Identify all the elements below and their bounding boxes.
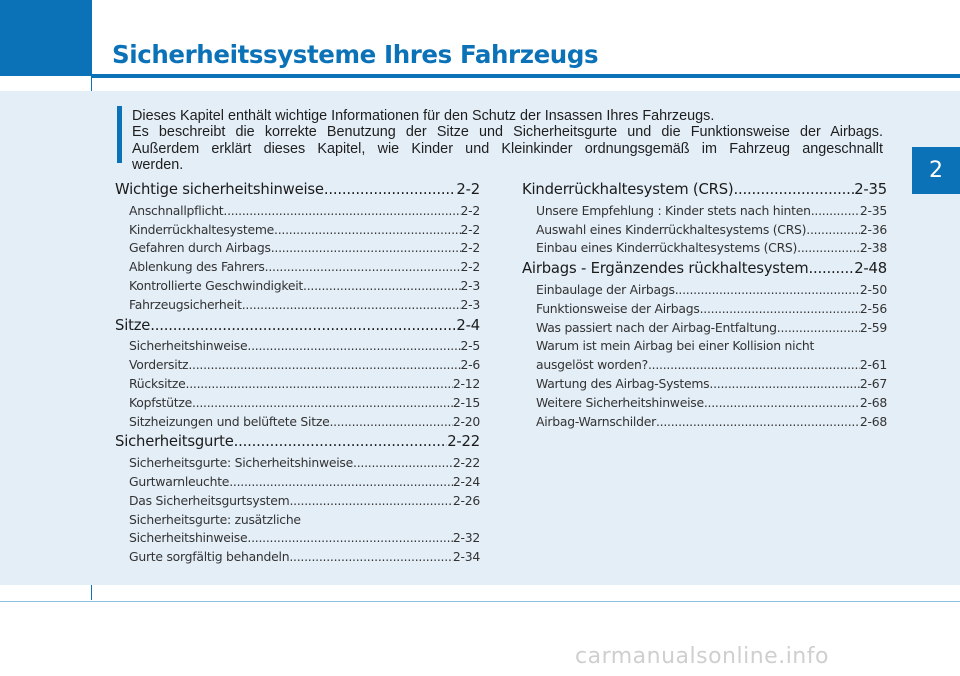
toc-leader-dots — [303, 277, 460, 296]
toc-page-number: 2-22 — [452, 455, 480, 471]
toc-item[interactable] — [115, 473, 480, 492]
toc-item-label: Rücksitze — [129, 375, 186, 391]
toc-leader-dots — [656, 413, 860, 432]
toc-item[interactable] — [115, 356, 480, 375]
toc-item-label: Airbag-Warnschilder — [536, 413, 656, 429]
toc-item-label: Wartung des Airbag-Systems — [536, 375, 710, 391]
intro-line: werden. — [132, 156, 184, 173]
toc-item-label: Gurtwarnleuchte — [129, 473, 230, 489]
title-underline — [91, 74, 960, 78]
toc-item-label: Gefahren durch Airbags — [129, 240, 271, 256]
toc-item[interactable] — [115, 375, 480, 394]
toc-leader-dots — [289, 548, 453, 567]
toc-item-label: Sicherheitsgurte: Sicherheitshinweise — [129, 455, 353, 471]
toc-item[interactable] — [115, 296, 480, 315]
toc-leader-dots — [229, 473, 453, 492]
toc-section-label: Sitze — [115, 316, 151, 334]
toc-leader-dots — [186, 375, 453, 394]
watermark-text: carmanualsonline.info — [575, 644, 829, 669]
toc-item[interactable] — [522, 319, 887, 338]
toc-page-number: 2-50 — [859, 281, 887, 297]
toc-section-label: Sicherheitsgurte — [115, 433, 234, 451]
toc-page-number: 2-20 — [452, 413, 480, 429]
toc-item-label: Kinderrückhaltesysteme — [129, 221, 275, 237]
corner-block — [0, 0, 91, 76]
toc-page-number: 2-68 — [859, 413, 887, 429]
toc-item[interactable] — [522, 300, 887, 319]
toc-page-number: 2-26 — [452, 492, 480, 508]
toc-item-label: Das Sicherheitsgurtsystem — [129, 492, 290, 508]
toc-section-wichtige-sicherheitshinweise[interactable] — [115, 179, 480, 202]
toc-page-number: 2-38 — [859, 240, 887, 256]
toc-page-number: 2-35 — [859, 202, 887, 218]
toc-leader-dots — [811, 202, 860, 221]
toc-section-label: Kinderrückhaltesystem (CRS) — [522, 181, 734, 198]
toc-page-number: 2-24 — [452, 473, 480, 489]
toc-leader-dots — [700, 300, 860, 319]
toc-leader-dots — [704, 394, 860, 413]
toc-item[interactable] — [115, 277, 480, 296]
toc-item-label-line1[interactable]: Warum ist mein Airbag bei einer Kollision nicht — [536, 338, 815, 354]
toc-item[interactable] — [522, 239, 887, 258]
toc-item[interactable] — [115, 454, 480, 473]
toc-item[interactable] — [115, 548, 480, 567]
toc-item-label: Was passiert nach der Airbag-Entfaltung — [536, 319, 777, 335]
toc-page-number: 2-2 — [456, 181, 480, 198]
toc-item-label: Weitere Sicherheitshinweise — [536, 394, 704, 410]
toc-item-label: Kopfstütze — [129, 394, 192, 410]
toc-item-label: Sicherheitshinweise — [129, 338, 248, 354]
toc-item-label: Auswahl eines Kinderrückhaltesystems (CRS) — [536, 221, 807, 237]
toc-item[interactable] — [522, 375, 887, 394]
toc-page-number: 2-12 — [452, 375, 480, 391]
toc-item-label: Unsere Empfehlung : Kinder stets nach hinten — [536, 202, 811, 218]
toc-page-number: 2-35 — [854, 181, 887, 198]
toc-item[interactable] — [115, 529, 480, 548]
toc-leader-dots — [234, 431, 448, 454]
toc-section-label: Wichtige sicherheitshinweise — [115, 181, 324, 198]
toc-item-label: Funktionsweise der Airbags — [536, 300, 700, 316]
toc-item-label: Einbaulage der Airbags — [536, 281, 675, 297]
toc-section-kinderrueckhaltesystem[interactable] — [522, 179, 887, 202]
toc-leader-dots — [734, 179, 855, 202]
toc-page-number: 2-15 — [452, 394, 480, 410]
toc-item[interactable] — [522, 221, 887, 240]
toc-page-number: 2-22 — [447, 433, 480, 451]
toc-page-number: 2-36 — [859, 221, 887, 237]
toc-leader-dots — [271, 239, 461, 258]
toc-item[interactable] — [115, 202, 480, 221]
bottom-rule — [0, 601, 960, 602]
intro-line: Außerdem erklärt dieses Kapitel, wie Kinder und Kleinkinder ordnungsgemäß im Fahrzeug angeschnallt — [132, 140, 883, 157]
toc-page-number: 2-3 — [460, 296, 480, 312]
intro-line: Dieses Kapitel enthält wichtige Informationen für den Schutz der Insassen Ihres Fahrzeugs. — [132, 108, 715, 124]
toc-leader-dots — [192, 394, 453, 413]
toc-leader-dots — [242, 296, 461, 315]
toc-item-label: Ablenkung des Fahrers — [129, 259, 265, 275]
toc-leader-dots — [289, 492, 452, 511]
toc-leader-dots — [247, 337, 460, 356]
toc-item[interactable] — [115, 492, 480, 511]
toc-item-label: Fahrzeugsicherheit — [129, 296, 242, 312]
chapter-tab[interactable]: 2 — [912, 147, 960, 194]
toc-page-number: 2-61 — [859, 357, 887, 373]
toc-section-sitze[interactable] — [115, 315, 480, 338]
toc-item[interactable] — [522, 413, 887, 432]
toc-page-number: 2-5 — [460, 338, 480, 354]
toc-section-airbags[interactable] — [522, 258, 887, 281]
toc-item-label: Anschnallpflicht — [129, 202, 224, 218]
toc-leader-dots — [265, 258, 461, 277]
toc-item[interactable] — [115, 221, 480, 240]
toc-left-column — [115, 179, 480, 567]
toc-leader-dots — [806, 221, 860, 240]
toc-item[interactable] — [115, 337, 480, 356]
toc-page-number: 2-68 — [859, 394, 887, 410]
toc-item[interactable] — [115, 258, 480, 277]
toc-page-number: 2-6 — [460, 357, 480, 373]
toc-page-number: 2-48 — [854, 260, 887, 278]
toc-leader-dots — [353, 454, 453, 473]
toc-page-number: 2-2 — [460, 259, 480, 275]
toc-item[interactable] — [522, 202, 887, 221]
toc-item[interactable] — [522, 394, 887, 413]
toc-item-label: Kontrollierte Geschwindigkeit — [129, 277, 304, 293]
toc-leader-dots — [809, 258, 855, 281]
toc-item-label: Vordersitz — [129, 357, 189, 373]
intro-accent-bar — [117, 106, 122, 163]
toc-item-label: ausgelöst worden? — [536, 357, 648, 373]
toc-leader-dots — [247, 529, 452, 548]
toc-item[interactable] — [115, 394, 480, 413]
toc-item-label: Einbau eines Kinderrückhaltesystems (CRS) — [536, 240, 798, 256]
toc-item-label: Sitzheizungen und belüftete Sitze — [129, 413, 330, 429]
toc-page-number: 2-4 — [456, 316, 480, 334]
toc-page-number: 2-2 — [460, 240, 480, 256]
toc-item-label: Sicherheitshinweise — [129, 530, 248, 546]
toc-leader-dots — [797, 239, 860, 258]
toc-page-number: 2-56 — [859, 300, 887, 316]
toc-leader-dots — [329, 413, 452, 432]
toc-section-label: Airbags - Ergänzendes rückhaltesystem — [522, 260, 809, 278]
toc-leader-dots — [223, 202, 460, 221]
toc-page-number: 2-67 — [859, 375, 887, 391]
toc-item[interactable] — [115, 239, 480, 258]
toc-page-number: 2-32 — [452, 530, 480, 546]
toc-item[interactable] — [522, 281, 887, 300]
toc-leader-dots — [274, 221, 460, 240]
toc-page-number: 2-2 — [460, 221, 480, 237]
toc-item[interactable] — [115, 413, 480, 432]
toc-item-label: Gurte sorgfältig behandeln — [129, 549, 290, 565]
toc-leader-dots — [709, 375, 860, 394]
toc-page-number: 2-59 — [859, 319, 887, 335]
toc-page-number: 2-3 — [460, 277, 480, 293]
toc-leader-dots — [675, 281, 860, 300]
toc-leader-dots — [777, 319, 860, 338]
intro-text — [132, 108, 883, 173]
toc-leader-dots — [648, 356, 860, 375]
toc-leader-dots — [150, 315, 456, 338]
toc-page-number: 2-2 — [460, 202, 480, 218]
toc-section-sicherheitsgurte[interactable] — [115, 431, 480, 454]
toc-item-label-line1[interactable]: Sicherheitsgurte: zusätzliche — [129, 511, 301, 527]
toc-page-number: 2-34 — [452, 549, 480, 565]
toc-leader-dots — [188, 356, 460, 375]
page-title: Sicherheitssysteme Ihres Fahrzeugs — [112, 40, 599, 69]
intro-line: Es beschreibt die korrekte Benutzung der Sitze und Sicherheitsgurte und die Funktionsweise der Airbags. — [132, 124, 883, 141]
toc-leader-dots — [324, 179, 457, 202]
toc-item[interactable] — [522, 356, 887, 375]
toc-right-column — [522, 179, 887, 431]
